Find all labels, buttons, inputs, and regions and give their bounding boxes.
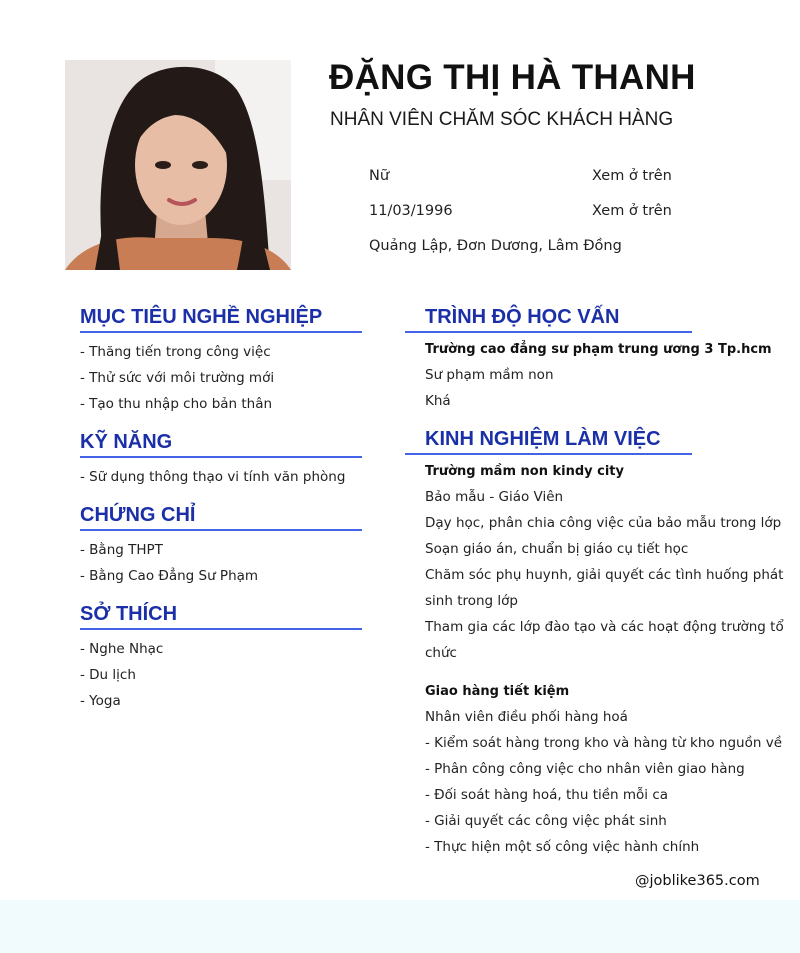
section-rule — [80, 331, 362, 333]
section-rule — [80, 628, 362, 630]
footer-watermark: @joblike365.com — [635, 873, 760, 889]
section-title-education: TRÌNH ĐỘ HỌC VẤN — [425, 306, 620, 328]
address: Quảng Lập, Đơn Dương, Lâm Đồng — [369, 238, 622, 254]
list-item: - Yoga — [80, 693, 121, 709]
job1-company: Trường mầm non kindy city — [425, 464, 624, 479]
section-rule — [80, 529, 362, 531]
list-item: - Thăng tiến trong công việc — [80, 344, 271, 360]
list-item: - Thực hiện một số công việc hành chính — [425, 839, 700, 855]
gender: Nữ — [369, 168, 390, 184]
candidate-name: ĐẶNG THỊ HÀ THANH — [329, 58, 696, 97]
list-item: sinh trong lớp — [425, 593, 518, 609]
section-title-hobbies: SỞ THÍCH — [80, 603, 178, 625]
email: Xem ở trên — [592, 203, 672, 219]
list-item: Chăm sóc phụ huynh, giải quyết các tình huống phát — [425, 567, 784, 583]
date-of-birth: 11/03/1996 — [369, 203, 453, 219]
list-item: - Nghe Nhạc — [80, 641, 164, 657]
section-title-objective: MỤC TIÊU NGHỀ NGHIỆP — [80, 306, 323, 328]
list-item: - Bằng Cao Đẳng Sư Phạm — [80, 568, 259, 584]
education-rank: Khá — [425, 393, 451, 409]
bottom-band — [0, 900, 800, 953]
section-title-certificates: CHỨNG CHỈ — [80, 504, 196, 526]
section-rule — [80, 456, 362, 458]
list-item: - Phân công công việc cho nhân viên giao hàng — [425, 761, 745, 777]
list-item: - Thử sức với môi trường mới — [80, 370, 275, 386]
job2-company: Giao hàng tiết kiệm — [425, 684, 570, 699]
section-title-skills: KỸ NĂNG — [80, 431, 173, 453]
education-school: Trường cao đẳng sư phạm trung ương 3 Tp.hcm — [425, 342, 772, 357]
list-item: - Du lịch — [80, 667, 136, 683]
education-major: Sư phạm mầm non — [425, 367, 554, 383]
phone: Xem ở trên — [592, 168, 672, 184]
list-item: - Đối soát hàng hoá, thu tiền mỗi ca — [425, 787, 669, 803]
job-title: NHÂN VIÊN CHĂM SÓC KHÁCH HÀNG — [330, 109, 674, 130]
list-item: - Kiểm soát hàng trong kho và hàng từ kho nguồn về — [425, 735, 783, 751]
list-item: - Sữ dụng thông thạo vi tính văn phòng — [80, 469, 346, 485]
list-item: - Tạo thu nhập cho bản thân — [80, 396, 273, 412]
list-item: chức — [425, 645, 457, 661]
section-rule — [405, 453, 692, 455]
list-item: Dạy học, phân chia công việc của bảo mẫu trong lớp — [425, 515, 782, 531]
job2-role: Nhân viên điều phối hàng hoá — [425, 709, 628, 725]
job1-role: Bảo mẫu - Giáo Viên — [425, 489, 564, 505]
list-item: - Giải quyết các công việc phát sinh — [425, 813, 667, 829]
profile-photo — [65, 60, 291, 270]
list-item: Tham gia các lớp đào tạo và các hoạt động trường tổ — [425, 619, 784, 635]
list-item: - Bằng THPT — [80, 542, 163, 558]
list-item: Soạn giáo án, chuẩn bị giáo cụ tiết học — [425, 541, 689, 557]
section-rule — [405, 331, 692, 333]
section-title-experience: KINH NGHIỆM LÀM VIỆC — [425, 428, 661, 450]
